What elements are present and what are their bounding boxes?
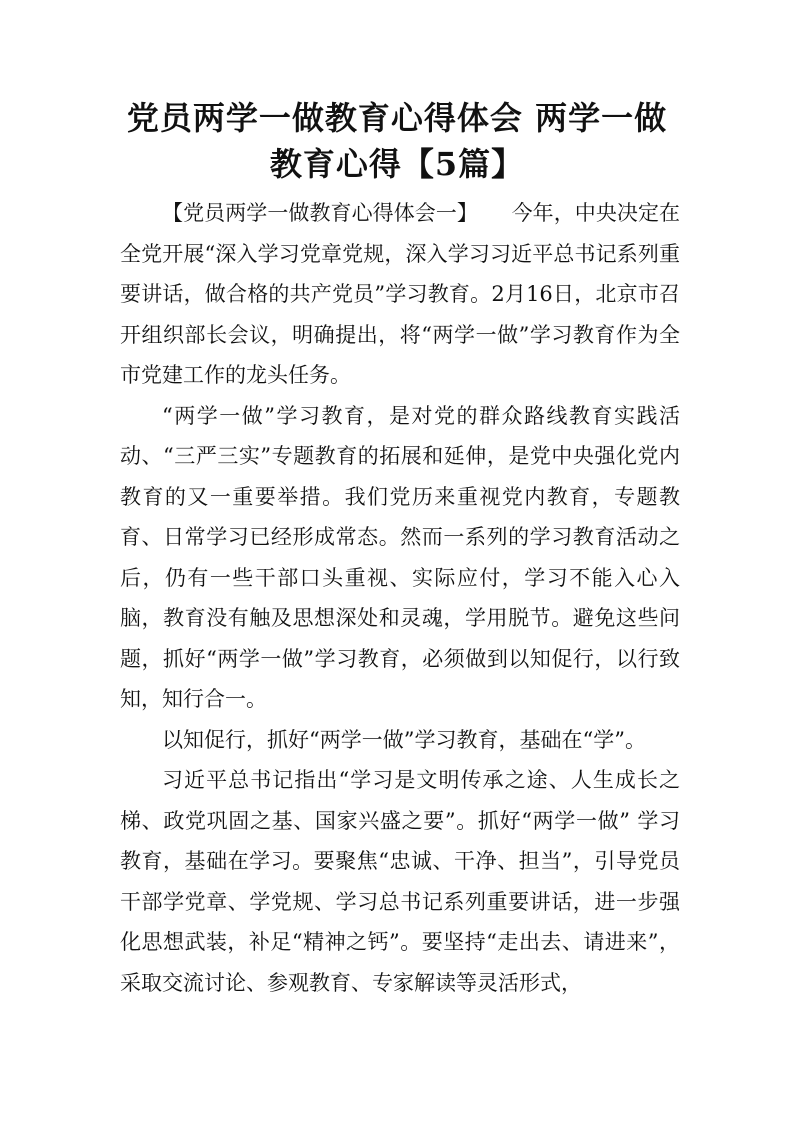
title-line-2: 教育心得【5篇】 <box>269 145 525 183</box>
paragraph-4: 习近平总书记指出“学习是文明传承之途、人生成长之梯、政党巩固之基、国家兴盛之要”。抓好“两学一做” 学习教育，基础在学习。要聚焦“忠诚、干净、担当”，引导党员干部学党章、学党规、学习总书记系列重要讲话，进一步强化思想武装，补足“精神之钙”。要坚持“走出去、请进来”，采取交流讨论、参观教育、专家解读等灵活形式， <box>120 768 680 995</box>
paragraph-1-text: 今年，中央决定在全党开展“深入学习党章党规，深入学习习近平总书记系列重要讲话，做合格的共产党员”学习教育。2月16日，北京市召开组织部长会议，明确提出，将“两学一做”学习教育作为全市党建工作的龙头任务。 <box>120 201 681 387</box>
section-label: 【党员两学一做教育心得体会一】 <box>162 201 478 225</box>
document-body <box>120 193 680 1003</box>
paragraph-1 <box>120 193 680 396</box>
document-title <box>100 95 694 187</box>
paragraph-3: 以知促行，抓好“两学一做”学习教育，基础在“学”。 <box>162 727 646 752</box>
paragraph-2: “两学一做”学习教育，是对党的群众路线教育实践活动、“三严三实”专题教育的拓展和延伸，是党中央强化党内教育的又一重要举措。我们党历来重视党内教育，专题教育、日常学习已经形成常态。然而一系列的学习教育活动之后，仍有一些干部口头重视、实际应付，学习不能入心入脑，教育没有触及思想深处和灵魂，学用脱节。避免这些问题，抓好“两学一做”学习教育，必须做到以知促行，以行致知，知行合一。 <box>120 403 680 711</box>
title-line-1: 党员两学一做教育心得体会 两学一做 <box>126 99 668 137</box>
